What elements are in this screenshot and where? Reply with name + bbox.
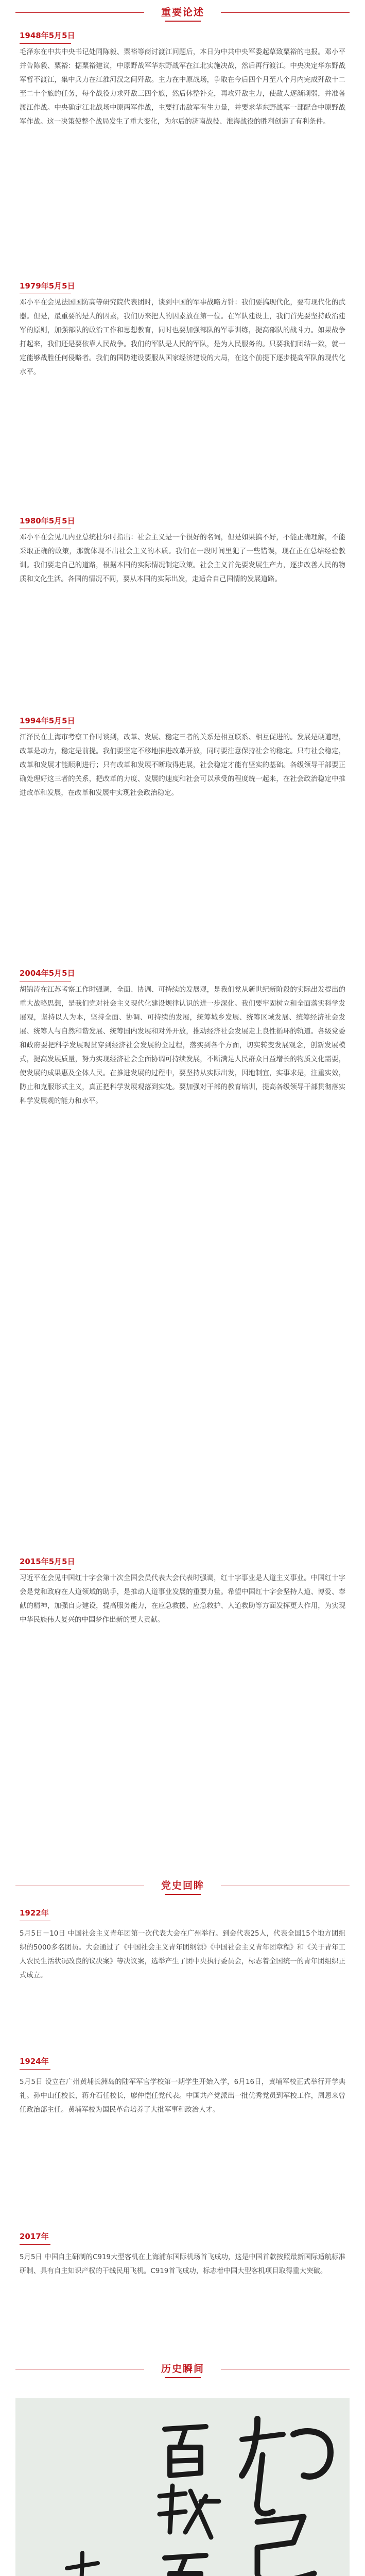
body-paragraph: 胡锦涛在江苏考察工作时强调，全面、协调、可持续的发展观，是我们党从新世纪新阶段的实际出发提出的重大战略思想，是我们党对社会主义现代化建设规律认识的进一步深化。我们要牢固树立和全面落实科学发展观，坚持以人为本，坚持全面、协调、可持续的发展，统筹城乡发展、统筹区域发展、统筹经济社会发展、统筹人与自然和谐发展、统筹国内发展和对外开放，推动经济社会发展走上良性循环的轨道。各级党委和政府要把科学发展观贯穿到经济社会发展的全过程，落实到各个方面，切实转变发展观念，创新发展模式，提高发展质量，努力实现经济社会全面协调可持续发展，不断满足人民群众日益增长的物质文化需要，使发展的成果惠及全体人民。在推进发展的过程中，要坚持从实际出发，因地制宜，实事求是，注重实效，防止和克服形式主义，真正把科学发展观落到实处。要加强对干部的教育培训，提高各级领导干部贯彻落实科学发展观的能力和水平。 (20, 986, 345, 1105)
body-paragraph: 5月5日 中国自主研制的C919大型客机在上海浦东国际机场首飞成功，这是中国首款按照最新国际适航标准研制、具有自主知识产权的干线民用飞机。C919首飞成功，标志着中国大型客机项目取得重大突破。 (20, 2253, 345, 2275)
date-heading: 1994年5月5日 (20, 715, 75, 729)
body-paragraph: 5月5日－10日 中国社会主义青年团第一次代表大会在广州举行。到会代表25人，代表全国15个地方团组织的5000多名团员。大会通过了《中国社会主义青年团纲领》《中国社会主义青年团章程》和《关于青年工人农民生活状况改良的议决案》等决议案，选举产生了团中央执行委员会，标志着全国统一的青年团组织正式成立。 (20, 1930, 345, 1979)
body-paragraph: 邓小平在会见几内亚总统杜尔时指出：社会主义是一个很好的名词，但是如果搞不好，不能正确理解，不能采取正确的政策，那就体现不出社会主义的本质。我们在一段时间里犯了一些错误，现在正在总结经验教训。我们要走自己的道路，根据本国的实际情况制定政策。社会主义首先要发展生产力，逐步改善人民的物质和文化生活。各国的情况不同，要从本国的实际出发，走适合自己国情的发展道路。 (20, 534, 345, 583)
section-title-history: 党史回眸 (161, 1880, 204, 1891)
year-heading: 1924年 (20, 2056, 50, 2070)
year-heading: 1922年 (20, 1907, 50, 1921)
section-header-moment (15, 2359, 350, 2379)
section-header-history (15, 1875, 350, 1896)
date-heading: 2015年5月5日 (20, 1556, 75, 1570)
date-heading: 2004年5月5日 (20, 968, 75, 981)
section-title-review: 重要论述 (161, 7, 204, 18)
section-header-review (15, 2, 350, 23)
section-title-moment: 历史瞬间 (161, 2363, 204, 2375)
body-paragraph: 毛泽东在中共中央书记处同陈毅、粟裕等商讨渡江问题后，本日为中共中央军委起草致粟裕的电报。邓小平并告陈毅、粟裕：据粟裕建议，中原野战军华东野战军在江北实施决战，然后再行渡江。中央决定华东野战军暂不渡江，集中兵力在江淮河汉之间歼敌。主力在中原战场，争取在今后四个月至八个月内完成歼敌十二至二十个旅的任务，每个战役力求歼敌三四个旅，然后休整补充，再攻歼敌主力，使敌人逐渐削弱，并准备渡江作战。中央确定江北战场中原两军作战，主要打击敌军有生力量，并要求华东野战军一部配合中原野战军作战。这一决策使整个战局发生了重大变化，为尔后的济南战役、淮海战役的胜利创造了有利条件。 (20, 48, 345, 126)
body-paragraph: 5月5日 设立在广州黄埔长洲岛的陆军军官学校第一期学生开始入学，6月16日，黄埔军校正式举行开学典礼。孙中山任校长，蒋介石任校长，廖仲恺任党代表。中国共产党派出一批优秀党员到军校工作，周恩来曾任政治部主任。黄埔军校为国民革命培养了大批军事和政治人才。 (20, 2078, 345, 2114)
body-paragraph: 邓小平在会见法国国防高等研究院代表团时，谈到中国的军事战略方针：我们要搞现代化，要有现代化的武器。但是，最重要的是人的因素，我们历来把人的因素放在第一位。在军队建设上，我们首先要坚持政治建军的原则，加强部队的政治工作和思想教育，同时也要加强部队的军事训练，提高部队的战斗力。如果战争打起来，我们还是要依靠人民战争。我们的军队是人民的军队，是为人民服务的。只要我们团结一致，就一定能够战胜任何侵略者。我们的国防建设要服从国家经济建设的大局，在这个前提下逐步提高军队的现代化水平。 (20, 299, 345, 376)
calligraphy-photo (15, 2398, 350, 2576)
calligraphy-inscription-image (15, 2398, 350, 2576)
date-heading: 1948年5月5日 (20, 30, 75, 44)
body-paragraph: 江泽民在上海市考察工作时谈到，改革、发展、稳定三者的关系是相互联系、相互促进的。发展是硬道理，改革是动力，稳定是前提。我们要坚定不移地推进改革开放，同时要注意保持社会的稳定。只有社会稳定，改革和发展才能顺利进行；只有改革和发展不断取得进展，社会稳定才能有坚实的基础。各级领导干部要正确处理好这三者的关系，把改革的力度、发展的速度和社会可以承受的程度统一起来，在社会政治稳定中推进改革和发展，在改革和发展中实现社会政治稳定。 (20, 734, 345, 797)
date-heading: 1980年5月5日 (20, 515, 75, 529)
date-heading: 1979年5月5日 (20, 280, 75, 294)
body-paragraph: 习近平在会见中国红十字会第十次全国会员代表大会代表时强调，红十字事业是人道主义事业。中国红十字会是党和政府在人道领域的助手，是推动人道事业发展的重要力量。希望中国红十字会坚持人道、博爱、奉献的精神，加强自身建设，提高服务能力，在应急救援、应急救护、人道救助等方面发挥更大作用，为实现中华民族伟大复兴的中国梦作出新的更大贡献。 (20, 1574, 345, 1624)
year-heading: 2017年 (20, 2231, 50, 2245)
